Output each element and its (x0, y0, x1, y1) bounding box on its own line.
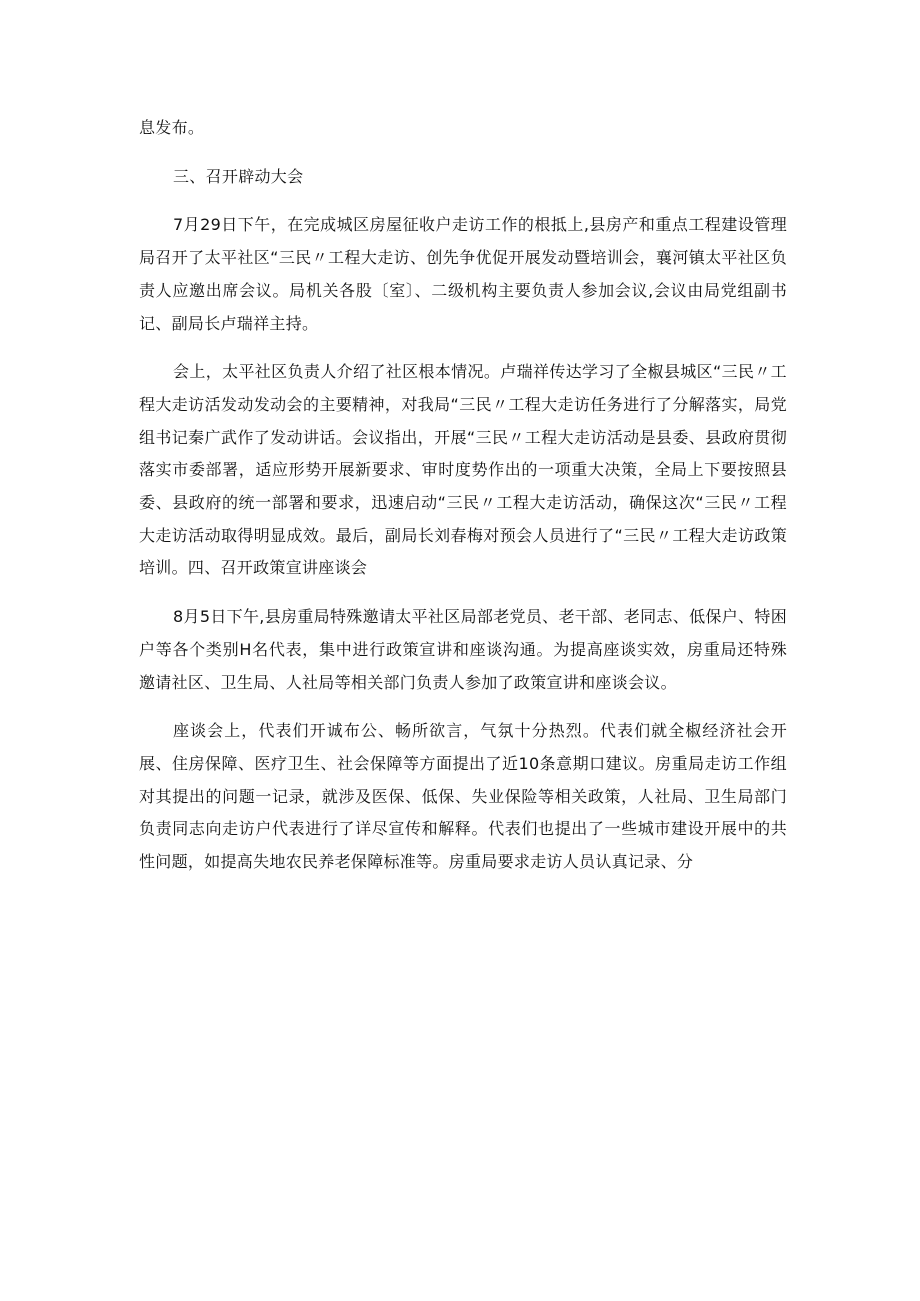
paragraph-meeting-content: 会上，太平社区负责人介绍了社区根本情况。卢瑞祥传达学习了全椒县城区“三民〃工程大走访活发动发动会的主要精神，对我局“三民〃工程大走访任务进行了分解落实，局党组书记秦广武作了发动讲话。会议指出，开展“三民〃工程大走访活动是县委、县政府贯彻落实市委部署，适应形势开展新要求、审时度势作出的一项重大决策，全局上下要按照县委、县政府的统一部署和要求，迅速启动“三民〃工程大走访活动，确保这次“三民〃工程大走访活动取得明显成效。最后，副局长刘春梅对预会人员进行了“三民〃工程大走访政策培训。四、召开政策宣讲座谈会 (139, 362, 787, 578)
document-body (139, 112, 787, 879)
paragraph-mobilization-meeting: 7月29日下午，在完成城区房屋征收户走访工作的根抵上,县房产和重点工程建设管理局召开了太平社区“三民〃工程大走访、创先争优促开展发动暨培训会，襄河镇太平社区负责人应邀出席会议。局机关各股〔室〕、二级机构主要负责人参加会议,会议由局党组副书记、副局长卢瑞祥主持。 (139, 215, 787, 333)
section-heading-3: 三、召开辟动大会 (173, 166, 304, 186)
paragraph-symposium-invitation: 8月5日下午,县房重局特殊邀请太平社区局部老党员、老干部、老同志、低保户、特困户等各个类别H名代表，集中进行政策宣讲和座谈沟通。为提高座谈实效，房重局还特殊邀请社区、卫生局、人社局等相关部门负责人参加了政策宣讲和座谈会议。 (139, 607, 787, 692)
paragraph-symposium-discussion: 座谈会上，代表们开诚布公、畅所欲言，气氛十分热烈。代表们就全椒经济社会开展、住房保障、医疗卫生、社会保障等方面提出了近10条意期口建议。房重局走访工作组对其提出的问题一记录，就涉及医保、低保、失业保险等相关政策，人社局、卫生局部门负责同志向走访户代表进行了详尽宣传和解释。代表们也提出了一些城市建设开展中的共性问题，如提高失地农民养老保障标准等。房重局要求走访人员认真记录、分 (139, 721, 787, 872)
continuation-text: 息发布。 (139, 118, 205, 137)
